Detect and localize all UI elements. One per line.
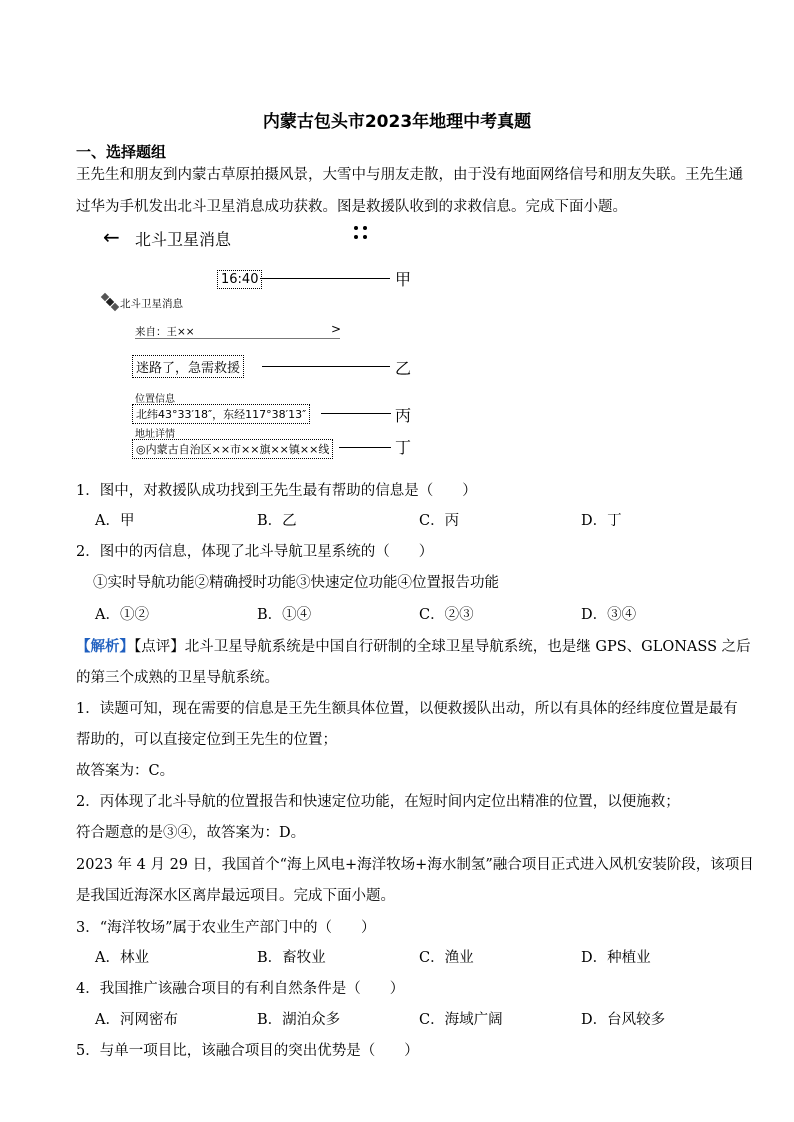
position-label: 位置信息 bbox=[135, 394, 175, 405]
q4-option-d: D．台风较多 bbox=[581, 1012, 666, 1028]
intro1-line2: 过华为手机发出北斗卫星消息成功获救。图是救援队收到的求救信息。完成下面小题。 bbox=[76, 199, 627, 215]
q3-option-c: C．渔业 bbox=[419, 950, 474, 966]
from-arrow-icon: > bbox=[331, 322, 342, 336]
q5-stem: 5．与单一项目比，该融合项目的突出优势是（ ） bbox=[76, 1043, 419, 1059]
analysis-review-line2: 的第三个成熟的卫星导航系统。 bbox=[76, 670, 279, 686]
q3-stem: 3．“海洋牧场”属于农业生产部门中的（ ） bbox=[76, 920, 376, 936]
leader-line-yi bbox=[262, 366, 390, 367]
q4-option-b: B．湖泊众多 bbox=[257, 1012, 341, 1028]
q3-option-d: D．种植业 bbox=[581, 950, 651, 966]
q1-stem: 1．图中，对救援队成功找到王先生最有帮助的信息是（ ） bbox=[76, 483, 477, 499]
q2-option-a: A．①② bbox=[95, 607, 149, 623]
intro1-line1: 王先生和朋友到内蒙古草原拍摄风景，大雪中与朋友走散，由于没有地面网络信号和朋友失联。王先生通 bbox=[76, 167, 743, 183]
analysis-a1-line1: 1．读题可知，现在需要的信息是王先生额具体位置，以便救援队出动，所以有具体的经纬度位置是最有 bbox=[76, 701, 738, 717]
q4-stem: 4．我国推广该融合项目的有利自然条件是（ ） bbox=[76, 981, 405, 997]
mark-bing: 丙 bbox=[395, 406, 412, 425]
back-arrow-icon: ← bbox=[103, 225, 120, 249]
address-box: ◎内蒙古自治区××市××旗××镇××线 bbox=[132, 439, 333, 459]
mark-ding: 丁 bbox=[395, 438, 412, 457]
q2-stem: 2．图中的丙信息，体现了北斗导航卫星系统的（ ） bbox=[76, 544, 434, 560]
figure-header: 北斗卫星消息 bbox=[135, 230, 232, 249]
analysis-tag: 【解析】 bbox=[76, 638, 134, 655]
leader-line-jia bbox=[260, 278, 390, 279]
beidou-message-figure bbox=[95, 225, 435, 470]
q1-option-a: A．甲 bbox=[95, 513, 135, 529]
q1-option-b: B．乙 bbox=[257, 513, 297, 529]
q4-option-a: A．河网密布 bbox=[95, 1012, 178, 1028]
q2-option-b: B．①④ bbox=[257, 607, 312, 623]
section-heading: 一、选择题组 bbox=[76, 143, 167, 161]
page-title: 内蒙古包头市2023年地理中考真题 bbox=[262, 112, 532, 132]
analysis-review-text: 【点评】北斗卫星导航系统是中国自行研制的全球卫星导航系统，也是继 GPS、GLONASS 之后 bbox=[134, 639, 751, 655]
from-label: 来自：王×× bbox=[135, 326, 195, 338]
q3-option-b: B．畜牧业 bbox=[257, 950, 326, 966]
coords-box: 北纬43°33′18″，东经117°38′13″ bbox=[132, 404, 310, 424]
satellite-icon bbox=[100, 292, 120, 316]
message-box: 迷路了，急需救援 bbox=[132, 355, 244, 378]
analysis-a1-line2: 帮助的，可以直接定位到王先生的位置； bbox=[76, 732, 337, 748]
analysis-a2-line1: 2．丙体现了北斗导航的位置报告和快速定位功能，在短时间内定位出精准的位置，以便施救； bbox=[76, 794, 680, 810]
q2-option-d: D．③④ bbox=[581, 607, 637, 623]
analysis-a2-answer: 符合题意的是③④，故答案为：D。 bbox=[76, 825, 306, 841]
from-underline bbox=[135, 338, 340, 339]
q3-option-a: A．林业 bbox=[95, 950, 149, 966]
leader-line-ding bbox=[339, 447, 391, 448]
analysis-review bbox=[76, 635, 751, 656]
leader-line-bing bbox=[321, 413, 391, 414]
mark-yi: 乙 bbox=[395, 359, 412, 378]
intro2-line1: 2023 年 4 月 29 日，我国首个“海上风电+海洋牧场+海水制氢”融合项目正式进入风机安装阶段，该项目 bbox=[76, 857, 754, 873]
address-label: 地址详情 bbox=[135, 429, 175, 440]
dots-svg bbox=[353, 225, 369, 241]
q2-option-c: C．②③ bbox=[419, 607, 474, 623]
time-box: 16:40 bbox=[217, 270, 262, 289]
q4-option-c: C．海域广阔 bbox=[419, 1012, 503, 1028]
satellite-svg bbox=[100, 292, 120, 312]
menu-dots-icon bbox=[353, 225, 369, 241]
satellite-label: 北斗卫星消息 bbox=[120, 298, 183, 310]
q1-option-d: D．丁 bbox=[581, 513, 622, 529]
mark-jia: 甲 bbox=[395, 270, 412, 289]
q2-choices: ①实时导航功能②精确授时功能③快速定位功能④位置报告功能 bbox=[93, 575, 499, 591]
intro2-line2: 是我国近海深水区离岸最远项目。完成下面小题。 bbox=[76, 888, 395, 904]
q1-option-c: C．丙 bbox=[419, 513, 460, 529]
analysis-a1-answer: 故答案为：C。 bbox=[76, 763, 175, 779]
